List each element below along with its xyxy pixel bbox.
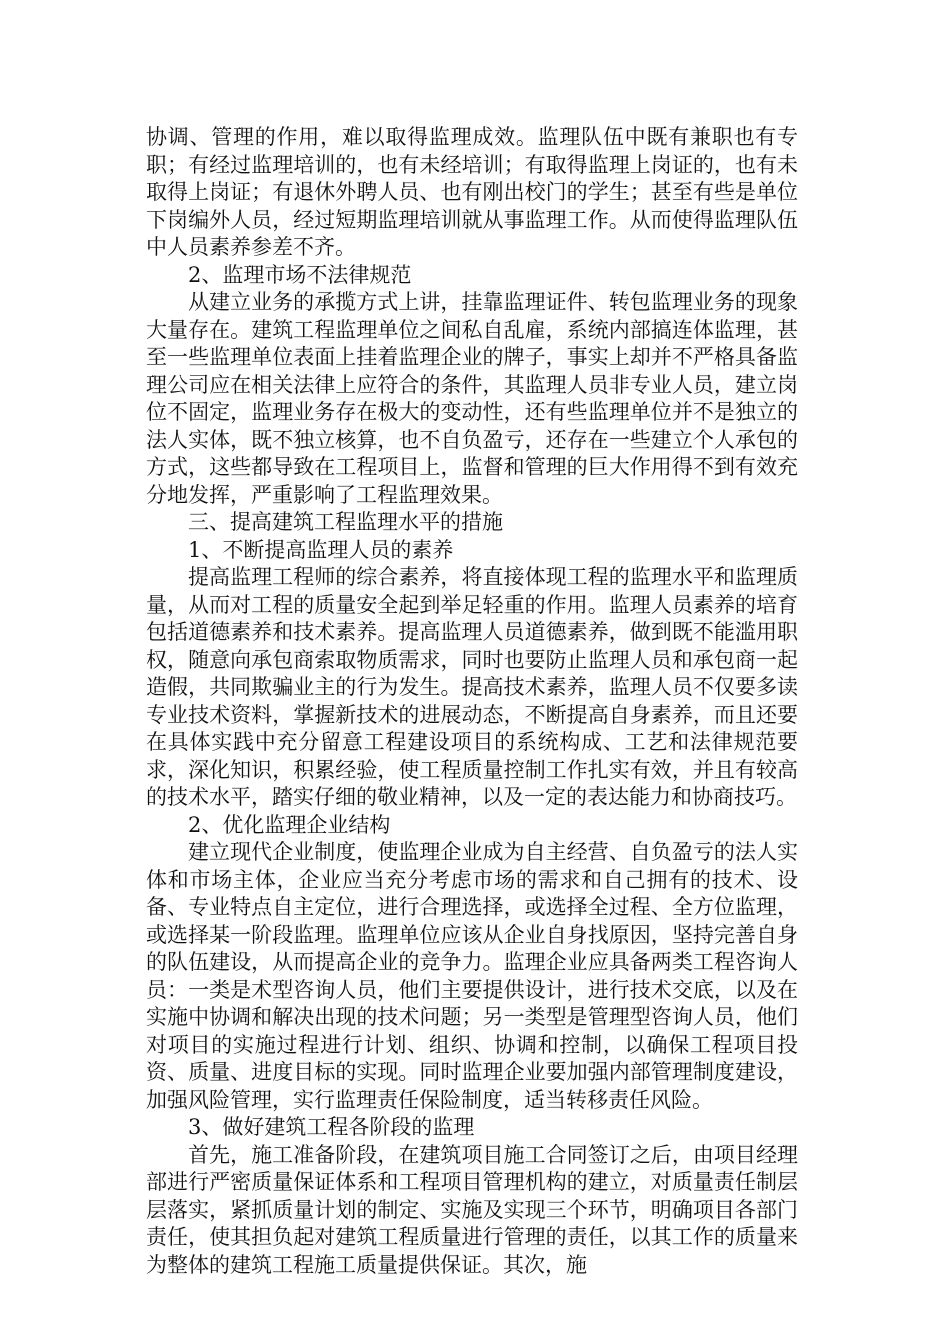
paragraph-structure: 建立现代企业制度，使监理企业成为自主经营、自负盈亏的法人实体和市场主体，企业应当充分考虑市场的需求和自己拥有的技术、设备、专业特点自主定位，进行合理选择，或选择全过程、全方位监理，或选择某一阶段监理。监理单位应该从企业自身找原因，坚持完善自身的队伍建设，从而提高企业的竞争力。监理企业应具备两类工程咨询人员：一类是术型咨询人员，他们主要提供设计，进行技术交底，以及在实施中协调和解决出现的技术问题；另一类型是管理型咨询人员，他们对项目的实施过程进行计划、组织、协调和控制，以确保工程项目投资、质量、进度目标的实现。同时监理企业要加强内部管理制度建设，加强风险管理，实行监理责任保险制度，适当转移责任风险。 [146,840,798,1112]
subheading-1-quality: 1、不断提高监理人员的素养 [188,537,454,562]
document-body [146,124,798,1279]
subheading-2-structure: 2、优化监理企业结构 [188,812,391,837]
paragraph-market: 从建立业务的承揽方式上讲，挂靠监理证件、转包监理业务的现象大量存在。建筑工程监理单位之间私自乱雇，系统内部搞连体监理，甚至一些监理单位表面上挂着监理企业的牌子，事实上却并不严格具备监理公司应在相关法律上应符合的条件，其监理人员非专业人员，建立岗位不固定，监理业务存在极大的变动性，还有些监理单位并不是独立的法人实体，既不独立核算，也不自负盈亏，还存在一些建立个人承包的方式，这些都导致在工程项目上，监督和管理的巨大作用得不到有效充分地发挥，严重影响了工程监理效果。 [146,290,798,507]
subheading-2-market: 2、监理市场不法律规范 [188,262,412,287]
subheading-3-stages: 3、做好建筑工程各阶段的监理 [188,1115,475,1139]
paragraph-quality: 提高监理工程师的综合素养，将直接体现工程的监理水平和监理质量，从而对工程的质量安全起到举足轻重的作用。监理人员素养的培育包括道德素养和技术素养。提高监理人员道德素养，做到既不能滥用职权，随意向承包商索取物质需求，同时也要防止监理人员和承包商一起造假，共同欺骗业主的行为发生。提高技术素养，监理人员不仅要多读专业技术资料，掌握新技术的进展动态，不断提高自身素养，而且还要在具体实践中充分留意工程建设项目的系统构成、工艺和法律规范要求，深化知识，积累经验，使工程质量控制工作扎实有效，并且有较高的技术水平，踏实仔细的敬业精神，以及一定的表达能力和协商技巧。 [146,565,798,809]
paragraph-stages: 首先，施工准备阶段，在建筑项目施工合同签订之后，由项目经理部进行严密质量保证体系和工程项目管理机构的建立，对质量责任制层层落实，紧抓质量计划的制定、实施及实现三个环节，明确项目各部门责任，使其担负起对建筑工程质量进行管理的责任，以其工作的质量来为整体的建筑工程施工质量提供保证。其次，施 [146,1142,798,1277]
section-heading-3: 三、提高建筑工程监理水平的措施 [188,510,503,534]
paragraph-continuation: 协调、管理的作用，难以取得监理成效。监理队伍中既有兼职也有专职；有经过监理培训的，也有未经培训；有取得监理上岗证的，也有未取得上岗证；有退休外聘人员、也有刚出校门的学生；甚至有些是单位下岗编外人员，经过短期监理培训就从事监理工作。从而使得监理队伍中人员素养参差不齐。 [146,125,798,259]
